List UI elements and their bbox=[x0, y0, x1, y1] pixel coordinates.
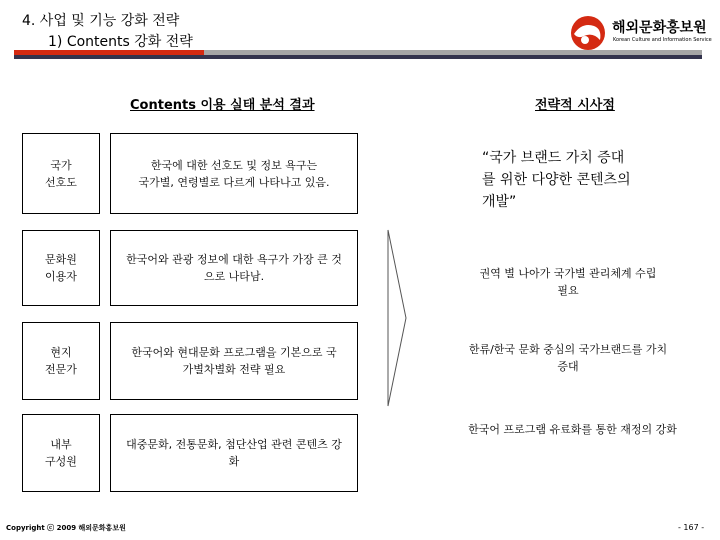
header-dark-bar bbox=[14, 55, 702, 59]
finding-box-internal-staff: 대중문화, 전통문화, 첨단산업 관련 콘텐츠 강 화 bbox=[110, 414, 358, 492]
page-number: - 167 - bbox=[678, 523, 705, 532]
logo-name: 해외문화홍보원 bbox=[612, 20, 707, 36]
finding-box-culture-center-users: 한국어와 관광 정보에 대한 욕구가 가장 큰 것 으로 나타남. bbox=[110, 230, 358, 306]
implication-item-national-brand: 한류/한국 문화 중심의 국가브랜드를 가치 증대 bbox=[468, 343, 668, 373]
logo-emblem-icon bbox=[568, 14, 608, 52]
category-box-internal-staff: 내부 구성원 bbox=[22, 414, 100, 492]
finding-box-local-experts: 한국어와 현대문화 프로그램을 기본으로 국 가별차별화 전략 필요 bbox=[110, 322, 358, 400]
chevron-right-arrow-icon bbox=[386, 228, 408, 408]
key-message-quote: “국가 브랜드 가치 증대 를 위한 다양한 콘텐츠의 개발” bbox=[482, 150, 631, 210]
category-box-local-experts: 현지 전문가 bbox=[22, 322, 100, 400]
category-box-country-preference: 국가 선호도 bbox=[22, 133, 100, 214]
finding-box-country-preference: 한국에 대한 선호도 및 정보 욕구는 국가별, 연령별로 다르게 나타나고 있음. bbox=[110, 133, 358, 214]
page-subtitle: 1) Contents 강화 전략 bbox=[48, 34, 193, 50]
category-box-culture-center-users: 문화원 이용자 bbox=[22, 230, 100, 306]
implication-item-regional-management: 권역 별 나아가 국가별 관리체계 수립 필요 bbox=[479, 267, 657, 297]
implications-heading: 전략적 시사점 bbox=[535, 98, 615, 113]
copyright-text: Copyright ⓒ 2009 해외문화홍보원 bbox=[6, 524, 126, 532]
kocis-logo bbox=[568, 14, 713, 52]
page-title: 4. 사업 및 기능 강화 전략 bbox=[22, 13, 180, 29]
logo-subtitle: Korean Culture and Information Service bbox=[613, 37, 712, 43]
analysis-heading: Contents 이용 실태 분석 결과 bbox=[130, 98, 315, 113]
implication-item-paid-programs: 한국어 프로그램 유료화를 통한 재정의 강화 bbox=[468, 423, 677, 436]
